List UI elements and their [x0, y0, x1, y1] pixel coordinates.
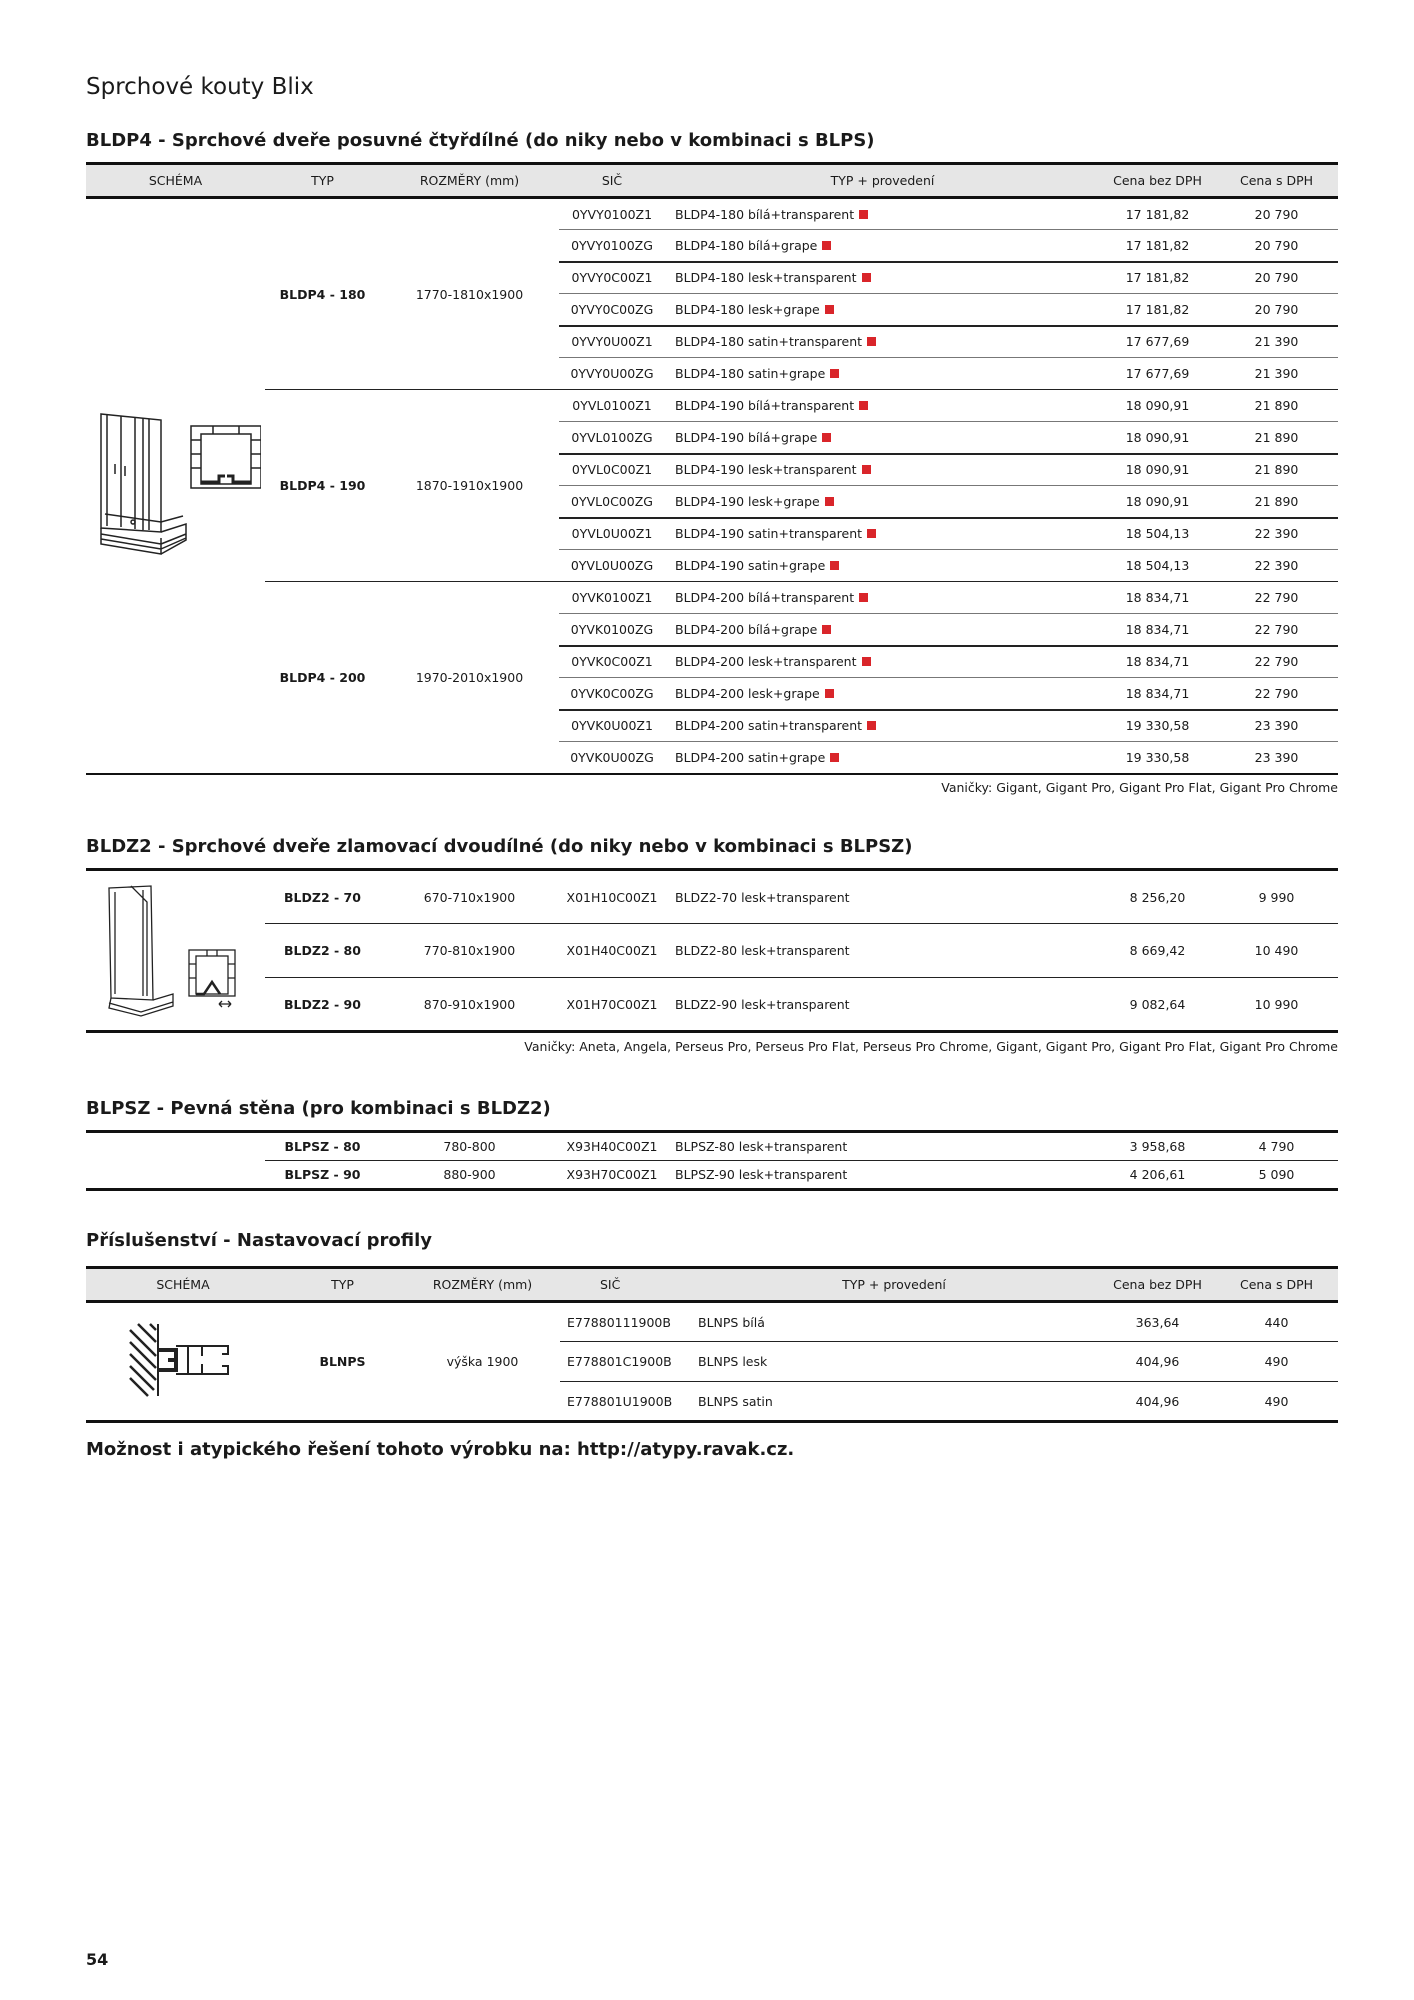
product-name: BLDP4-190 lesk+grape	[675, 493, 820, 509]
product-cell	[665, 678, 1100, 710]
price-with-vat: 21 890	[1215, 454, 1338, 486]
product-name: BLDZ2-90 lesk+transparent	[665, 978, 1100, 1032]
table-row	[86, 924, 1338, 978]
price-with-vat: 440	[1264, 1314, 1289, 1330]
price-without-vat: 19 330,58	[1100, 710, 1215, 742]
code-cell: 0YVK0100ZG	[559, 614, 665, 646]
table-row	[86, 1161, 1338, 1190]
product-name: BLDP4-200 satin+grape	[675, 749, 826, 765]
price-with-vat: 9 990	[1258, 889, 1295, 905]
type-cell: BLDZ2 - 80	[265, 924, 380, 978]
red-marker-icon	[830, 753, 839, 762]
schema-cell	[86, 198, 265, 774]
product-name: BLDP4-180 bílá+transparent	[675, 206, 855, 222]
header-sic: SIČ	[559, 164, 665, 198]
red-marker-icon	[862, 657, 871, 666]
dimensions-cell: 780-800	[443, 1139, 496, 1154]
code-cell: X01H70C00Z1	[559, 978, 665, 1032]
table-row	[86, 1132, 1338, 1161]
product-name: BLDP4-200 lesk+grape	[675, 685, 820, 701]
code-cell: 0YVL0C00Z1	[559, 454, 665, 486]
type-cell: BLDZ2 - 90	[265, 978, 380, 1032]
red-marker-icon	[830, 561, 839, 570]
code-cell: 0YVK0C00ZG	[559, 678, 665, 710]
price-without-vat: 8 256,20	[1129, 889, 1186, 905]
price-without-vat: 363,64	[1135, 1314, 1180, 1330]
red-marker-icon	[867, 721, 876, 730]
price-without-vat: 18 504,13	[1100, 518, 1215, 550]
red-marker-icon	[862, 273, 871, 282]
price-with-vat: 20 790	[1215, 294, 1338, 326]
price-with-vat: 22 390	[1215, 518, 1338, 550]
schema-cell	[86, 870, 265, 1032]
type-cell: BLDP4 - 190	[265, 390, 380, 582]
code-cell: X01H10C00Z1	[566, 889, 658, 905]
price-with-vat: 22 790	[1215, 678, 1338, 710]
header-schema: SCHÉMA	[86, 1268, 280, 1302]
price-without-vat: 17 181,82	[1100, 294, 1215, 326]
section-heading-bldp4: BLDP4 - Sprchové dveře posuvné čtyřdílné (do niky nebo v kombinaci s BLPS)	[86, 130, 875, 151]
schema-cell	[86, 1302, 280, 1422]
dimensions-cell: 870-910x1900	[380, 978, 559, 1032]
code-cell: 0YVK0U00ZG	[559, 742, 665, 774]
code-cell: 0YVY0100ZG	[559, 230, 665, 262]
product-name: BLDP4-200 bílá+grape	[675, 621, 818, 637]
header-cena-s: Cena s DPH	[1215, 164, 1338, 198]
red-marker-icon	[859, 593, 868, 602]
code-cell: 0YVL0100Z1	[559, 390, 665, 422]
product-name: BLDP4-190 lesk+transparent	[675, 462, 857, 478]
header-schema: SCHÉMA	[86, 164, 265, 198]
blpsz-table	[86, 1130, 1338, 1191]
accessories-table	[86, 1266, 1338, 1423]
section-heading-accessories: Příslušenství - Nastavovací profily	[86, 1230, 433, 1251]
type-cell: BLNPS	[319, 1354, 366, 1369]
product-name: BLDP4-190 satin+grape	[675, 558, 826, 573]
product-cell	[665, 614, 1100, 646]
red-marker-icon	[822, 241, 831, 250]
product-name: BLDZ2-80 lesk+transparent	[665, 924, 1100, 978]
code-cell: 0YVY0C00ZG	[559, 294, 665, 326]
price-without-vat: 404,96	[1100, 1342, 1215, 1382]
red-marker-icon	[859, 401, 868, 410]
product-cell	[665, 582, 1100, 614]
price-with-vat: 21 390	[1215, 358, 1338, 390]
code-cell: X93H70C00Z1	[559, 1161, 665, 1190]
product-cell	[665, 262, 1100, 294]
product-name: BLDP4-180 lesk+grape	[675, 301, 820, 317]
code-cell: 0YVL0U00ZG	[559, 550, 665, 582]
code-cell: 0YVY0U00Z1	[559, 326, 665, 358]
price-with-vat: 10 990	[1215, 978, 1338, 1032]
code-cell: 0YVY0U00ZG	[559, 358, 665, 390]
product-cell	[665, 486, 1100, 518]
product-cell	[665, 198, 1100, 230]
code-cell: 0YVK0100Z1	[559, 582, 665, 614]
header-rozmery: ROZMĚRY (mm)	[405, 1268, 560, 1302]
price-with-vat: 20 790	[1254, 206, 1299, 222]
header-provedeni: TYP + provedení	[665, 164, 1100, 198]
price-with-vat: 22 390	[1215, 550, 1338, 582]
type-cell: BLDZ2 - 70	[284, 889, 361, 905]
table-row	[86, 870, 1338, 924]
code-cell: 0YVL0100ZG	[559, 422, 665, 454]
price-without-vat: 17 677,69	[1100, 326, 1215, 358]
header-typ: TYP	[265, 164, 380, 198]
price-with-vat: 20 790	[1215, 262, 1338, 294]
section-heading-bldz2: BLDZ2 - Sprchové dveře zlamovací dvoudílné (do niky nebo v kombinaci s BLPSZ)	[86, 836, 913, 857]
price-without-vat: 18 834,71	[1100, 582, 1215, 614]
product-name: BLPSZ-80 lesk+transparent	[675, 1139, 848, 1154]
product-cell	[665, 390, 1100, 422]
price-with-vat: 22 790	[1215, 646, 1338, 678]
product-name: BLDP4-180 bílá+grape	[675, 237, 818, 253]
type-cell: BLPSZ - 90	[265, 1161, 380, 1190]
red-marker-icon	[830, 369, 839, 378]
code-cell: 0YVY0C00Z1	[559, 262, 665, 294]
price-without-vat: 18 834,71	[1100, 678, 1215, 710]
product-name: BLDP4-190 bílá+grape	[675, 429, 818, 445]
product-name: BLDP4-180 satin+transparent	[675, 334, 863, 350]
code-cell: 0YVL0U00Z1	[559, 518, 665, 550]
header-cena-bez: Cena bez DPH	[1100, 164, 1215, 198]
bldp4-trays-note: Vaničky: Gigant, Gigant Pro, Gigant Pro Flat, Gigant Pro Chrome	[941, 780, 1338, 795]
adjustment-profile-schematic-icon	[128, 1320, 238, 1400]
price-with-vat: 21 890	[1215, 390, 1338, 422]
red-marker-icon	[822, 433, 831, 442]
product-name: BLDP4-180 satin+grape	[675, 366, 826, 381]
price-without-vat: 18 090,91	[1100, 486, 1215, 518]
price-with-vat: 490	[1215, 1382, 1338, 1422]
folding-door-schematic-icon	[101, 882, 251, 1017]
price-without-vat: 17 181,82	[1125, 206, 1190, 222]
page-title: Sprchové kouty Blix	[86, 74, 314, 100]
type-cell: BLDP4 - 180	[279, 286, 366, 302]
price-with-vat: 21 390	[1215, 326, 1338, 358]
table-row	[86, 978, 1338, 1032]
custom-solution-note: Možnost i atypického řešení tohoto výrobku na: http://atypy.ravak.cz.	[86, 1439, 795, 1460]
code-cell: 0YVK0C00Z1	[559, 646, 665, 678]
product-cell	[665, 422, 1100, 454]
product-cell	[665, 358, 1100, 390]
price-with-vat: 23 390	[1215, 710, 1338, 742]
price-without-vat: 17 181,82	[1100, 262, 1215, 294]
dimensions-cell: výška 1900	[446, 1354, 519, 1369]
product-name: BLDP4-200 satin+transparent	[675, 718, 863, 734]
product-name: BLDP4-190 bílá+transparent	[675, 398, 855, 413]
price-with-vat: 20 790	[1215, 230, 1338, 262]
product-cell	[665, 742, 1100, 774]
product-cell	[665, 454, 1100, 486]
price-with-vat: 490	[1215, 1342, 1338, 1382]
code-cell: 0YVL0C00ZG	[559, 486, 665, 518]
price-without-vat: 18 090,91	[1100, 422, 1215, 454]
red-marker-icon	[859, 210, 868, 219]
price-with-vat: 21 890	[1215, 422, 1338, 454]
product-name: BLDP4-200 lesk+transparent	[675, 654, 857, 670]
dimensions-cell: 670-710x1900	[423, 889, 516, 905]
price-with-vat: 22 790	[1215, 614, 1338, 646]
price-without-vat: 9 082,64	[1100, 978, 1215, 1032]
product-cell	[665, 710, 1100, 742]
table-row	[86, 198, 1338, 230]
type-cell: BLPSZ - 80	[284, 1139, 361, 1154]
header-typ: TYP	[280, 1268, 405, 1302]
red-marker-icon	[822, 625, 831, 634]
product-cell	[665, 550, 1100, 582]
product-name: BLDP4-190 satin+transparent	[675, 526, 863, 542]
price-with-vat: 5 090	[1215, 1161, 1338, 1190]
dimensions-cell: 1770-1810x1900	[415, 286, 524, 302]
code-cell: E778801U1900B	[560, 1382, 688, 1422]
header-rozmery: ROZMĚRY (mm)	[380, 164, 559, 198]
price-without-vat: 19 330,58	[1100, 742, 1215, 774]
code-cell: 0YVK0U00Z1	[559, 710, 665, 742]
bldz2-table	[86, 868, 1338, 1033]
table-row	[86, 1302, 1338, 1342]
dimensions-cell: 880-900	[380, 1161, 559, 1190]
red-marker-icon	[825, 305, 834, 314]
price-without-vat: 18 834,71	[1100, 614, 1215, 646]
table-row	[86, 390, 1338, 422]
table-row	[86, 582, 1338, 614]
price-without-vat: 404,96	[1100, 1382, 1215, 1422]
code-cell: E778801C1900B	[560, 1342, 688, 1382]
code-cell: E77880111900B	[567, 1314, 671, 1330]
product-name: BLPSZ-90 lesk+transparent	[665, 1161, 1100, 1190]
price-with-vat: 23 390	[1215, 742, 1338, 774]
product-cell	[665, 326, 1100, 358]
price-without-vat: 17 677,69	[1100, 358, 1215, 390]
red-marker-icon	[867, 337, 876, 346]
bldp4-table	[86, 162, 1338, 775]
product-cell	[665, 518, 1100, 550]
product-name: BLNPS satin	[688, 1382, 1100, 1422]
price-without-vat: 3 958,68	[1129, 1139, 1186, 1154]
sliding-door-schematic-icon	[91, 404, 261, 564]
price-with-vat: 10 490	[1215, 924, 1338, 978]
product-name: BLNPS bílá	[698, 1314, 765, 1330]
price-without-vat: 18 090,91	[1100, 390, 1215, 422]
dimensions-cell: 1970-2010x1900	[380, 582, 559, 774]
product-cell	[665, 294, 1100, 326]
code-cell: 0YVY0100Z1	[571, 206, 653, 222]
red-marker-icon	[867, 529, 876, 538]
price-without-vat: 18 090,91	[1100, 454, 1215, 486]
schema-cell	[86, 1132, 265, 1190]
code-cell: X93H40C00Z1	[566, 1139, 658, 1154]
code-cell: X01H40C00Z1	[559, 924, 665, 978]
red-marker-icon	[825, 689, 834, 698]
price-without-vat: 18 504,13	[1100, 550, 1215, 582]
product-cell	[665, 230, 1100, 262]
product-cell	[665, 646, 1100, 678]
header-cena-s: Cena s DPH	[1215, 1268, 1338, 1302]
price-without-vat: 4 206,61	[1100, 1161, 1215, 1190]
header-sic: SIČ	[560, 1268, 688, 1302]
price-without-vat: 17 181,82	[1100, 230, 1215, 262]
page-number: 54	[86, 1950, 109, 1969]
product-name: BLDP4-200 bílá+transparent	[675, 590, 855, 605]
type-cell: BLDP4 - 200	[265, 582, 380, 774]
price-with-vat: 22 790	[1215, 582, 1338, 614]
price-without-vat: 8 669,42	[1100, 924, 1215, 978]
price-with-vat: 21 890	[1215, 486, 1338, 518]
header-cena-bez: Cena bez DPH	[1100, 1268, 1215, 1302]
dimensions-cell: 1870-1910x1900	[380, 390, 559, 582]
product-name: BLNPS lesk	[688, 1342, 1100, 1382]
price-without-vat: 18 834,71	[1100, 646, 1215, 678]
red-marker-icon	[862, 465, 871, 474]
price-with-vat: 4 790	[1258, 1139, 1295, 1154]
red-marker-icon	[825, 497, 834, 506]
dimensions-cell: 770-810x1900	[380, 924, 559, 978]
product-name: BLDZ2-70 lesk+transparent	[675, 889, 850, 905]
header-provedeni: TYP + provedení	[688, 1268, 1100, 1302]
bldz2-trays-note: Vaničky: Aneta, Angela, Perseus Pro, Perseus Pro Flat, Perseus Pro Chrome, Gigant, Gigant Pro, Gigant Pro Flat, Gigant Pro Chrome	[524, 1039, 1338, 1054]
product-name: BLDP4-180 lesk+transparent	[675, 270, 857, 286]
section-heading-blpsz: BLPSZ - Pevná stěna (pro kombinaci s BLDZ2)	[86, 1098, 551, 1119]
